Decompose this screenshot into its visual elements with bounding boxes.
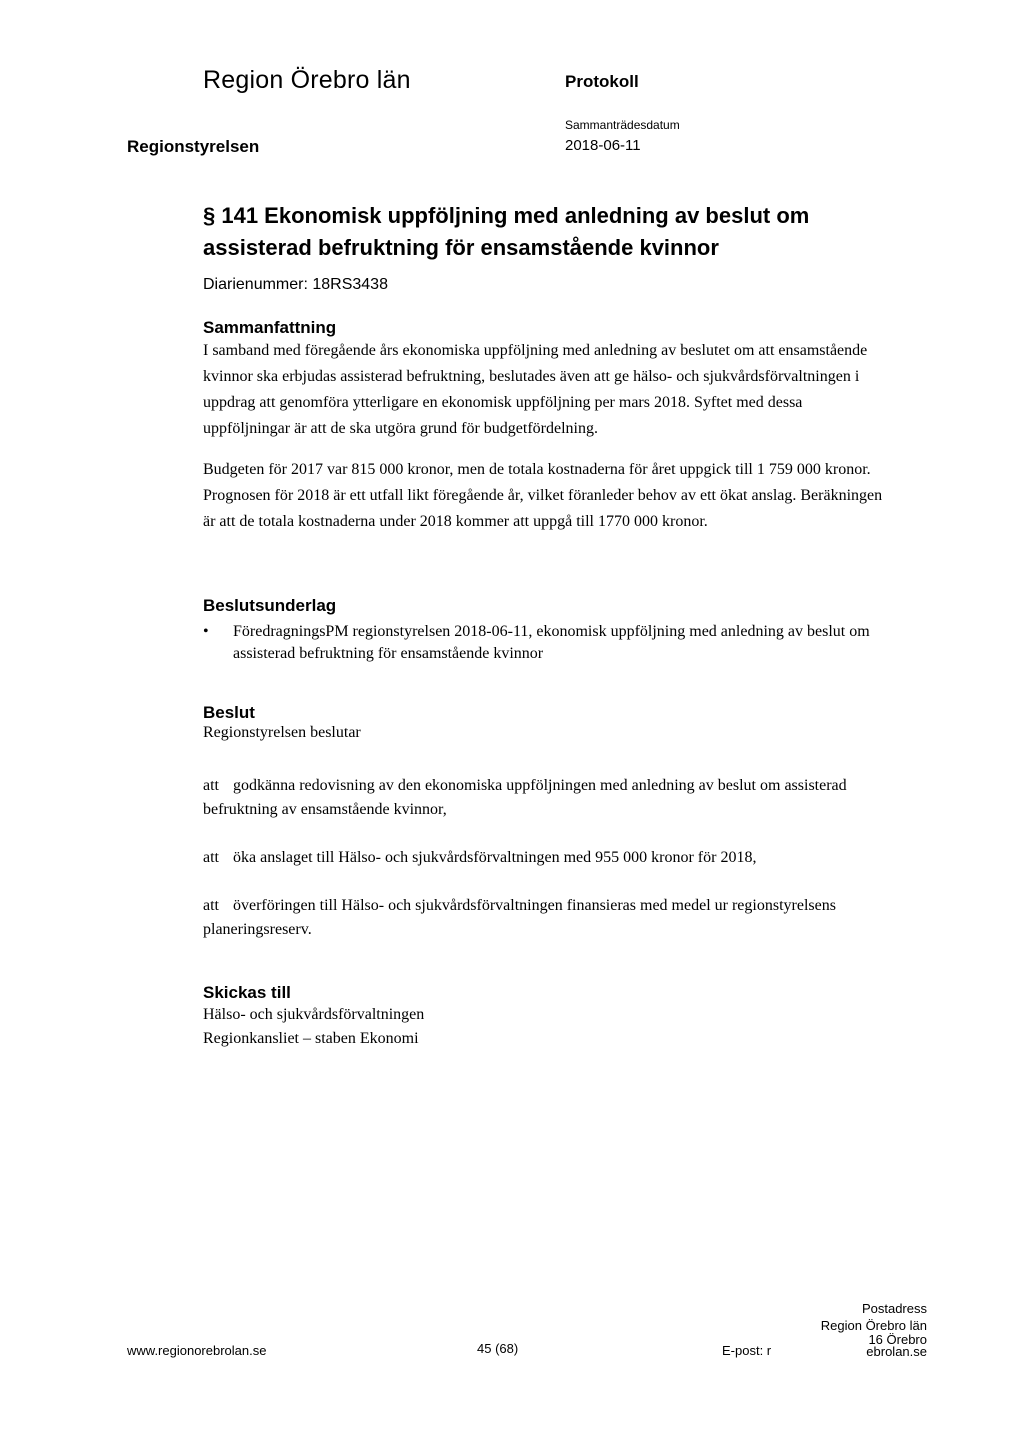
clause-text: godkänna redovisning av den ekonomiska uppföljningen med anledning av beslut om assisterad befruktning av ensamstående kvinnor, (203, 777, 847, 818)
summary-paragraph-2: Budgeten för 2017 var 815 000 kronor, men de totala kostnaderna för året uppgick till 1 759 000 kronor. Prognosen för 2018 är ett utfall likt föregående år, vilket föranleder behov av ett ökat anslag. Beräkningen är att de totala kostnaderna under 2018 kommer att uppgå till 1770 000 kronor. (203, 461, 883, 530)
case-title: § 141 Ekonomisk uppföljning med anledning av beslut om assisterad befruktning för ensamstående kvinnor (203, 203, 810, 260)
footer-address-name: Region Örebro län (820, 1318, 927, 1333)
diary-number: Diarienummer: 18RS3438 (203, 276, 388, 293)
clause-text: öka anslaget till Hälso- och sjukvårdsförvaltningen med 955 000 kronor för 2018, (233, 849, 757, 866)
footer-website[interactable]: www.regionorebrolan.se (127, 1343, 267, 1358)
footer-email-label: E-post: r (722, 1343, 772, 1358)
decision-clause-1 (203, 774, 883, 822)
meeting-date-label: Sammanträdesdatum (565, 118, 680, 132)
att-marker: att (203, 777, 219, 794)
decision-clause-2 (203, 846, 883, 870)
basis-item-text: FöredragningsPM regionstyrelsen 2018-06-11, ekonomisk uppföljning med anledning av beslut om assisterad befruktning för ensamstående kvinnor (233, 623, 870, 662)
bullet-icon: • (203, 623, 209, 640)
sent-to-heading: Skickas till (203, 983, 291, 1002)
document-type: Protokoll (565, 72, 639, 91)
department-name: Regionstyrelsen (127, 137, 260, 156)
meeting-date: 2018-06-11 (565, 137, 641, 154)
footer-address-label: Postadress (861, 1301, 927, 1316)
att-marker: att (203, 897, 219, 914)
decision-intro: Regionstyrelsen beslutar (203, 724, 361, 741)
clause-text: överföringen till Hälso- och sjukvårdsförvaltningen finansieras med medel ur regionstyrelsens planeringsreserv. (203, 897, 836, 938)
footer-address-line: 16 Örebro (868, 1332, 927, 1347)
footer-page-number: 45 (68) (477, 1341, 519, 1356)
decision-heading: Beslut (203, 703, 255, 722)
summary-heading: Sammanfattning (203, 318, 337, 337)
footer-email-domain: ebrolan.se (866, 1344, 927, 1359)
recipient-1: Hälso- och sjukvårdsförvaltningen (203, 1006, 425, 1023)
basis-heading: Beslutsunderlag (203, 596, 337, 615)
decision-clause-3 (203, 894, 883, 942)
recipient-2: Regionkansliet – staben Ekonomi (203, 1030, 419, 1047)
summary-paragraph-1: I samband med föregående års ekonomiska uppföljning med anledning av beslutet om att ensamstående kvinnor ska erbjudas assisterad befruktning, beslutades även att ge hälso- och sjukvårdsförvaltningen i uppdrag att genomföra ytterligare en ekonomisk uppföljning per mars 2018. Syftet med dessa uppföljningar är att de ska utgöra grund för budgetfördelning. (203, 342, 868, 437)
organization-name: Region Örebro län (203, 66, 411, 94)
att-marker: att (203, 849, 219, 866)
